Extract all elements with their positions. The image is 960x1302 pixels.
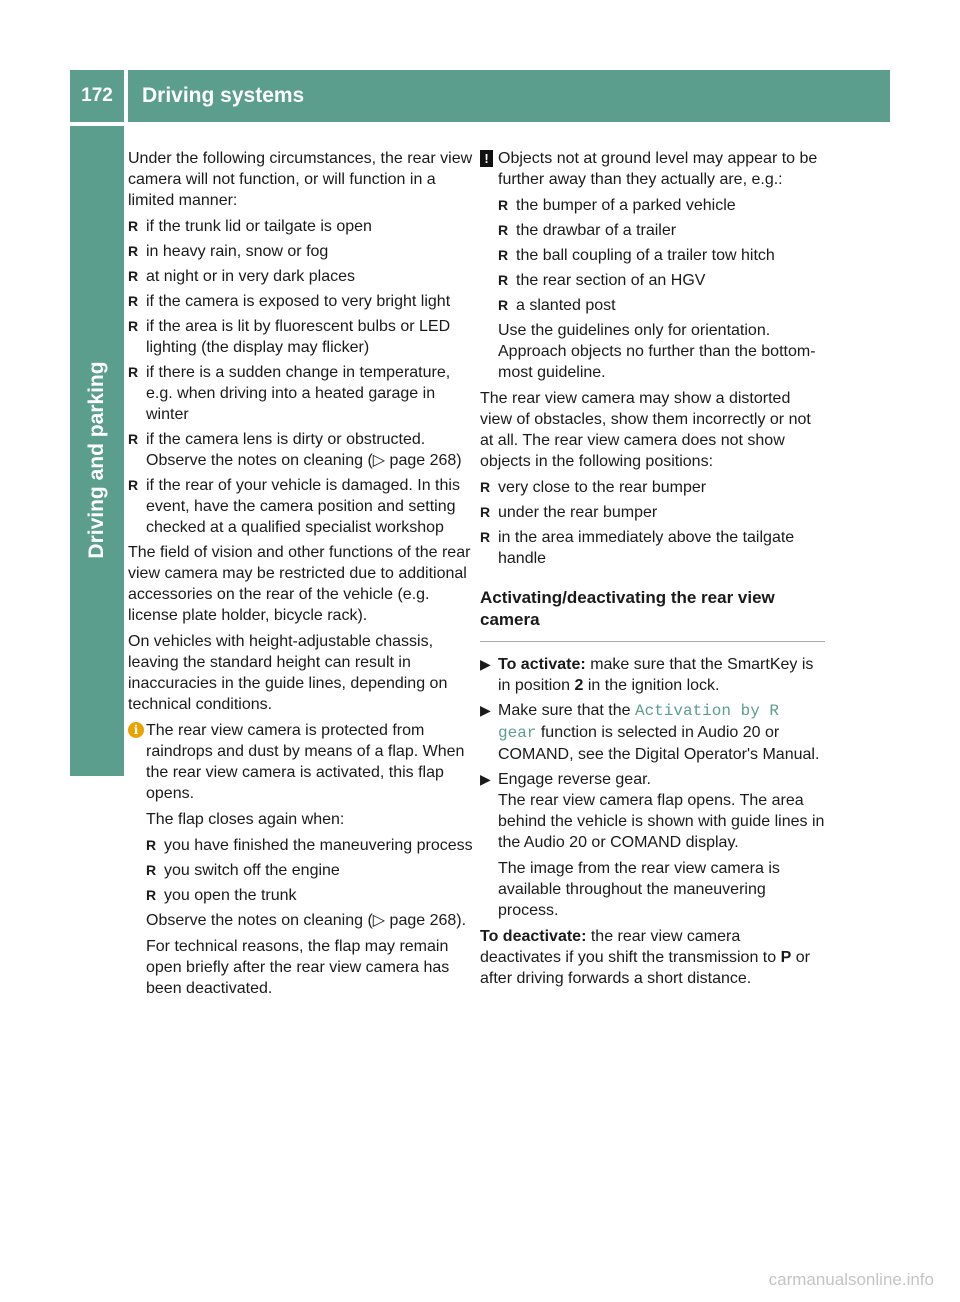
list-item: R if the camera lens is dirty or obstructed. Observe the notes on cleaning (▷ page 268)	[128, 431, 462, 469]
info-icon: i	[128, 722, 144, 738]
section-heading: Activating/deactivating the rear view camera	[480, 587, 825, 642]
list-item: R you switch off the engine	[146, 862, 340, 879]
list-item: R if the trunk lid or tailgate is open	[128, 218, 372, 235]
warning-note: ! Objects not at ground level may appear to be further away than they actually are, e.g.: R the bumper of a parked vehicle R the drawbar of a trailer R the ball coupling of a trailer tow hitch R the rear section of an HGV R a slanted post Use the guidelines only for orientation. Approach objects no further than the bottom-most guideline.	[480, 148, 825, 383]
list-item: R the rear section of an HGV	[498, 272, 706, 289]
paragraph: On vehicles with height-adjustable chassis, leaving the standard height can result in inaccuracies in the guide lines, depending on technical conditions.	[128, 633, 448, 713]
list-item: R in the area immediately above the tailgate handle	[480, 529, 795, 567]
list-item: R if there is a sudden change in temperature, e.g. when driving into a heated garage in winter	[128, 364, 451, 423]
warning-icon: !	[480, 150, 493, 167]
watermark: carmanualsonline.info	[768, 1270, 934, 1289]
list-item: R at night or in very dark places	[128, 268, 355, 285]
list-item: R you open the trunk	[146, 887, 297, 904]
step-engage-reverse: ▶ Engage reverse gear. The rear view camera flap opens. The area behind the vehicle is shown with guide lines in the Audio 20 or COMAND display. The image from the rear view camera is available throughout the maneuvering process.	[480, 771, 825, 919]
intro-text: Under the following circumstances, the rear view camera will not function, or will function in a limited manner:	[128, 150, 473, 209]
circumstance-list	[128, 216, 473, 538]
list-item: R the ball coupling of a trailer tow hitch	[498, 247, 775, 264]
right-column	[480, 148, 825, 994]
step-select-function: ▶ Make sure that the Activation by R gear function is selected in Audio 20 or COMAND, see the Digital Operator's Manual.	[480, 702, 820, 763]
page-header	[70, 70, 890, 122]
list-item: R in heavy rain, snow or fog	[128, 243, 329, 260]
step-activate: ▶ To activate: make sure that the SmartKey is in position 2 in the ignition lock.	[480, 656, 814, 694]
list-item: R the bumper of a parked vehicle	[498, 197, 736, 214]
list-item: R under the rear bumper	[480, 504, 658, 521]
list-item: R if the area is lit by fluorescent bulbs or LED lighting (the display may flicker)	[128, 318, 451, 356]
page-number: 172	[70, 70, 124, 122]
list-item: R the drawbar of a trailer	[498, 222, 677, 239]
step-arrow-icon: ▶	[480, 702, 491, 718]
step-arrow-icon: ▶	[480, 656, 491, 672]
chapter-title: Driving systems	[128, 70, 890, 122]
list-item: R if the rear of your vehicle is damaged. In this event, have the camera position and setting checked at a qualified specialist workshop	[128, 477, 460, 536]
paragraph: The rear view camera may show a distorted view of obstacles, show them incorrectly or not at all. The rear view camera does not show objects in the following positions:	[480, 390, 811, 470]
deactivate-text: To deactivate: the rear view camera deactivates if you shift the transmission to P or after driving forwards a short distance.	[480, 928, 810, 987]
list-item: R a slanted post	[498, 297, 616, 314]
list-item: R very close to the rear bumper	[480, 479, 707, 496]
paragraph: The field of vision and other functions of the rear view camera may be restricted due to additional accessories on the rear of the vehicle (e.g. license plate holder, bicycle rack).	[128, 544, 471, 624]
step-arrow-icon: ▶	[480, 771, 491, 787]
left-column	[128, 148, 473, 1004]
info-note: i The rear view camera is protected from raindrops and dust by means of a flap. When the rear view camera is activated, this flap opens. The flap closes again when: R you have finished the maneuvering process R you switch off the engine R you open the trunk Observe the notes on cleaning (▷ page 268). For technical reasons, the flap may remain open briefly after the rear view camera has been deactivated.	[128, 720, 473, 999]
menu-function-name: Activation by R gear	[498, 702, 779, 742]
list-item: R you have finished the maneuvering process	[146, 837, 473, 854]
section-label: Driving and parking	[85, 361, 108, 559]
list-item: R if the camera is exposed to very bright light	[128, 293, 451, 310]
